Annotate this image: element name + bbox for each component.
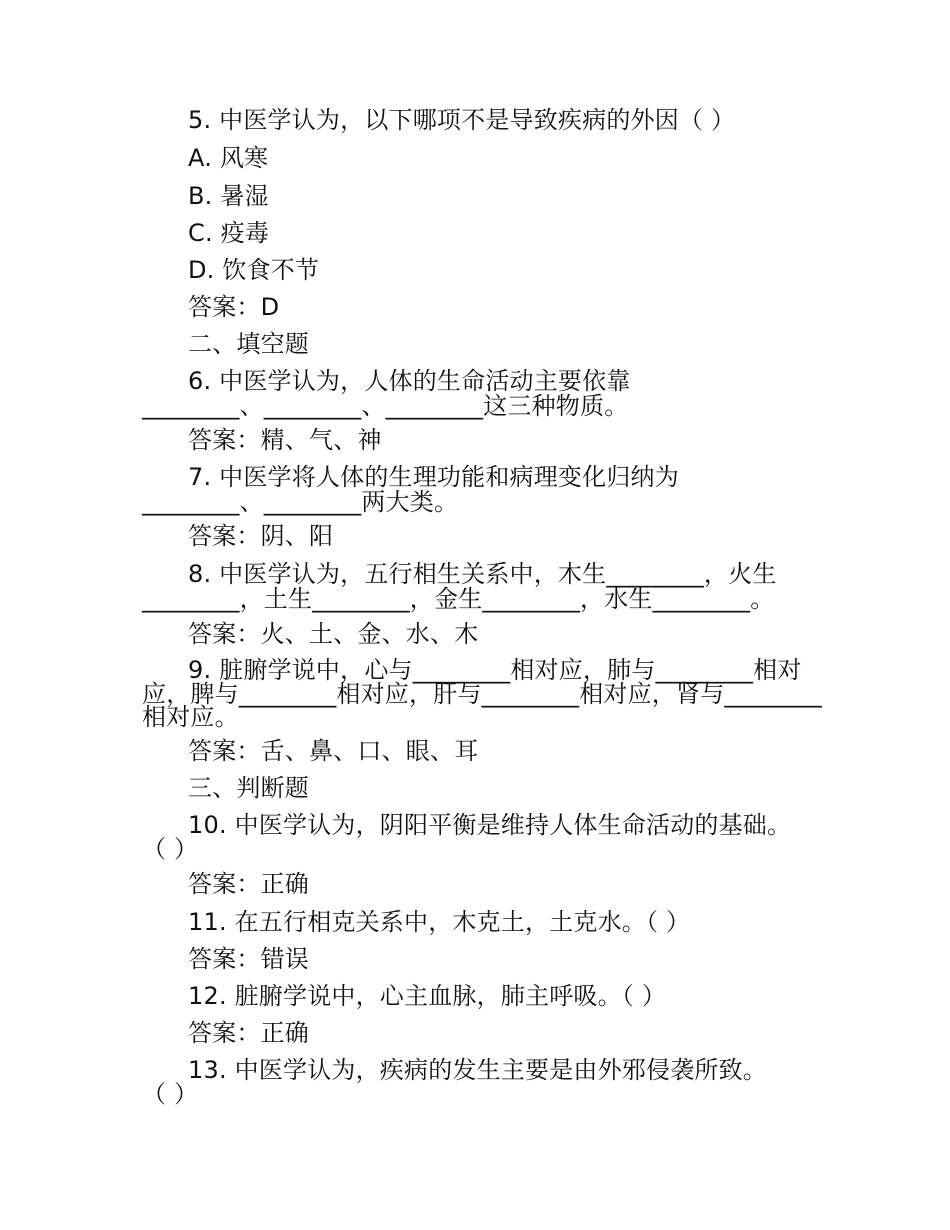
question-12: 12. 脏腑学说中，心主血脉，肺主呼吸。（ ） [188, 982, 667, 1010]
question-9-cont2: 相对应。 [142, 703, 239, 731]
answer-7: 答案：阴、阳 [188, 522, 334, 550]
answer-6: 答案：精、气、神 [188, 426, 382, 454]
question-10: 10. 中医学认为，阴阳平衡是维持人体生命活动的基础。 [188, 811, 792, 839]
question-6: 6. 中医学认为，人体的生命活动主要依靠 [188, 367, 631, 395]
answer-10: 答案：正确 [188, 870, 309, 898]
answer-8: 答案：火、土、金、水、木 [188, 620, 479, 648]
question-8-cont: ________，土生________，金生________，水生________。 [142, 585, 775, 613]
option-b: B. 暑湿 [188, 182, 269, 210]
section-true-false: 三、判断题 [188, 774, 309, 802]
option-a: A. 风寒 [188, 144, 269, 172]
question-6-cont: ________、________、________这三种物质。 [142, 392, 629, 420]
answer-9: 答案：舌、鼻、口、眼、耳 [188, 737, 479, 765]
question-7: 7. 中医学将人体的生理功能和病理变化归纳为 [188, 463, 679, 491]
option-d: D. 饮食不节 [188, 256, 320, 284]
question-5: 5. 中医学认为，以下哪项不是导致疾病的外因（ ） [188, 106, 736, 134]
question-10-cont: （ ） [142, 835, 199, 863]
answer-5: 答案：D [188, 293, 280, 321]
option-c: C. 疫毒 [188, 219, 270, 247]
answer-11: 答案：错误 [188, 945, 309, 973]
question-13-cont: （ ） [142, 1080, 199, 1108]
question-9-cont: 应，脾与________相对应，肝与________相对应，肾与________ [142, 680, 822, 708]
question-11: 11. 在五行相克关系中，木克土，土克水。（ ） [188, 908, 691, 936]
question-13: 13. 中医学认为，疾病的发生主要是由外邪侵袭所致。 [188, 1056, 767, 1084]
question-8: 8. 中医学认为，五行相生关系中，木生________，火生 [188, 560, 777, 588]
question-7-cont: ________、________两大类。 [142, 488, 459, 516]
question-9: 9. 脏腑学说中，心与________相对应，肺与________相对 [188, 656, 802, 684]
answer-12: 答案：正确 [188, 1019, 309, 1047]
section-fill-in: 二、填空题 [188, 330, 309, 358]
